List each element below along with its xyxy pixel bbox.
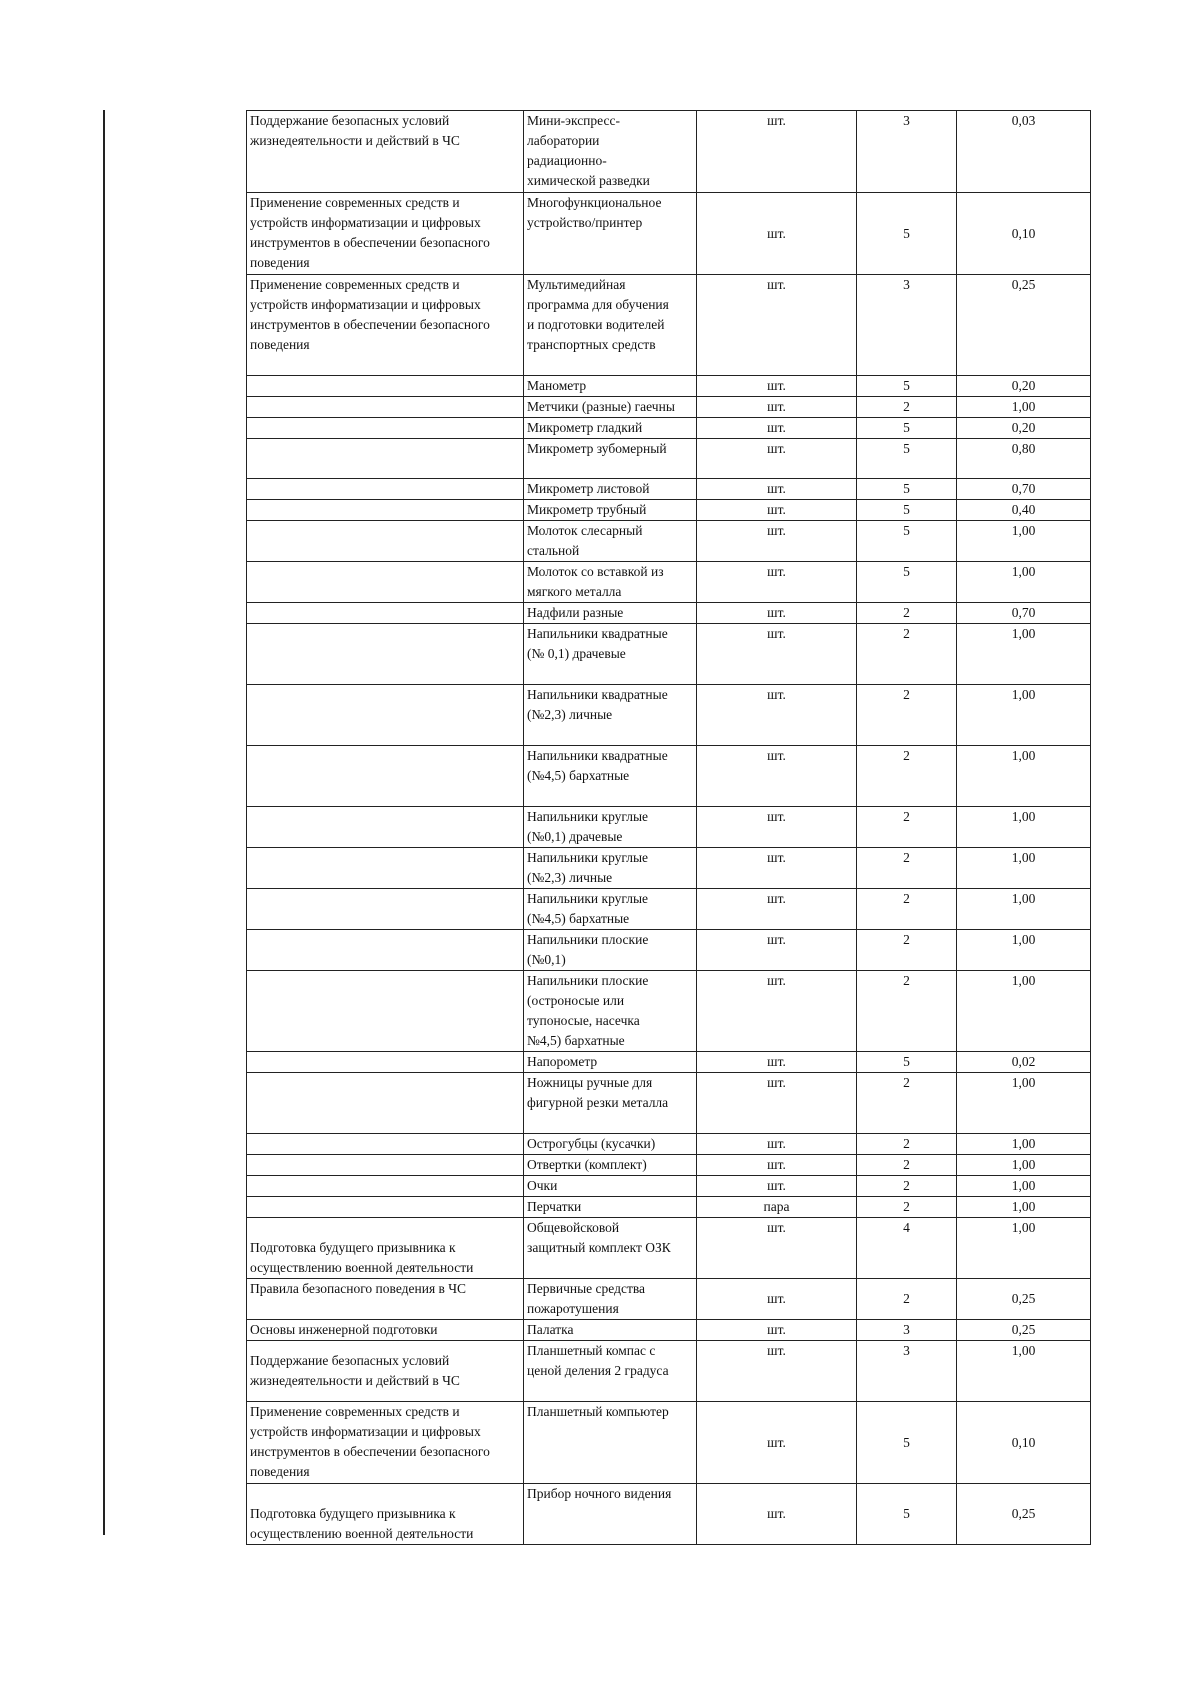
section-cell [247,746,524,807]
coefficient-cell: 1,00 [957,746,1091,807]
section-cell [247,376,524,397]
unit-cell: шт. [697,1073,857,1134]
unit-cell: шт. [697,971,857,1052]
section-cell [247,439,524,479]
table-row [247,1134,1091,1155]
unit-cell: шт. [697,807,857,848]
quantity-cell: 2 [857,1073,957,1134]
item-name-cell: Молоток со вставкой из мягкого металла [524,562,697,603]
coefficient-cell: 1,00 [957,562,1091,603]
table-row [247,930,1091,971]
table-row [247,500,1091,521]
coefficient-cell: 0,25 [957,1320,1091,1341]
section-cell: Применение современных средств и устройств информатизации и цифровых инструментов в обеспечении безопасного поведения [247,193,524,275]
table-row [247,848,1091,889]
coefficient-cell: 1,00 [957,889,1091,930]
section-cell: Правила безопасного поведения в ЧС [247,1279,524,1320]
item-name-cell: Мини-экспресс- лаборатории радиационно- химической разведки [524,111,697,193]
quantity-cell: 2 [857,930,957,971]
quantity-cell: 2 [857,603,957,624]
table-row [247,479,1091,500]
unit-cell: шт. [697,1341,857,1402]
equipment-table-body [247,111,1091,1545]
item-name-cell: Планшетный компьютер [524,1402,697,1484]
unit-cell: шт. [697,1402,857,1484]
section-cell [247,521,524,562]
section-cell [247,1155,524,1176]
item-name-cell: Манометр [524,376,697,397]
coefficient-cell: 0,25 [957,1279,1091,1320]
section-cell: Поддержание безопасных условий жизнедеятельности и действий в ЧС [247,1341,524,1402]
unit-cell: шт. [697,418,857,439]
quantity-cell: 5 [857,521,957,562]
unit-cell: шт. [697,111,857,193]
unit-cell: шт. [697,685,857,746]
item-name-cell: Острогубцы (кусачки) [524,1134,697,1155]
coefficient-cell: 0,25 [957,1484,1091,1545]
table-row [247,397,1091,418]
item-name-cell: Микрометр зубомерный [524,439,697,479]
table-row [247,807,1091,848]
item-name-cell: Напорометр [524,1052,697,1073]
item-name-cell: Микрометр листовой [524,479,697,500]
quantity-cell: 2 [857,397,957,418]
coefficient-cell: 1,00 [957,685,1091,746]
quantity-cell: 5 [857,376,957,397]
table-row [247,111,1091,193]
table-row [247,889,1091,930]
quantity-cell: 5 [857,439,957,479]
quantity-cell: 2 [857,624,957,685]
item-name-cell: Перчатки [524,1197,697,1218]
section-cell [247,418,524,439]
table-row [247,1320,1091,1341]
table-row [247,746,1091,807]
section-cell [247,1073,524,1134]
table-row [247,1155,1091,1176]
unit-cell: шт. [697,479,857,500]
item-name-cell: Надфили разные [524,603,697,624]
section-cell: Поддержание безопасных условий жизнедеятельности и действий в ЧС [247,111,524,193]
table-row [247,1218,1091,1279]
unit-cell: шт. [697,624,857,685]
section-cell [247,1197,524,1218]
table-row [247,376,1091,397]
item-name-cell: Напильники круглые (№4,5) бархатные [524,889,697,930]
coefficient-cell: 1,00 [957,1218,1091,1279]
quantity-cell: 2 [857,1134,957,1155]
unit-cell: шт. [697,603,857,624]
section-cell [247,807,524,848]
section-cell [247,1052,524,1073]
section-cell: Применение современных средств и устройств информатизации и цифровых инструментов в обеспечении безопасного поведения [247,275,524,376]
quantity-cell: 5 [857,193,957,275]
coefficient-cell: 0,25 [957,275,1091,376]
coefficient-cell: 1,00 [957,1155,1091,1176]
unit-cell: шт. [697,1176,857,1197]
table-row [247,1052,1091,1073]
item-name-cell: Общевойсковой защитный комплект ОЗК [524,1218,697,1279]
item-name-cell: Многофункциональное устройство/принтер [524,193,697,275]
unit-cell: пара [697,1197,857,1218]
table-row [247,1197,1091,1218]
quantity-cell: 2 [857,1197,957,1218]
table-row [247,1402,1091,1484]
coefficient-cell: 1,00 [957,521,1091,562]
item-name-cell: Напильники плоские (остроносые или тупоносые, насечка №4,5) бархатные [524,971,697,1052]
item-name-cell: Напильники плоские (№0,1) [524,930,697,971]
unit-cell: шт. [697,397,857,418]
quantity-cell: 2 [857,848,957,889]
coefficient-cell: 1,00 [957,1134,1091,1155]
quantity-cell: 2 [857,746,957,807]
unit-cell: шт. [697,889,857,930]
equipment-table [246,110,1091,1545]
table-row [247,1341,1091,1402]
coefficient-cell: 1,00 [957,848,1091,889]
section-cell [247,603,524,624]
item-name-cell: Напильники круглые (№2,3) личные [524,848,697,889]
table-row [247,624,1091,685]
coefficient-cell: 0,10 [957,1402,1091,1484]
quantity-cell: 3 [857,1341,957,1402]
coefficient-cell: 1,00 [957,930,1091,971]
quantity-cell: 2 [857,1279,957,1320]
item-name-cell: Напильники круглые (№0,1) драчевые [524,807,697,848]
section-cell [247,889,524,930]
unit-cell: шт. [697,439,857,479]
section-cell [247,971,524,1052]
quantity-cell: 5 [857,1484,957,1545]
item-name-cell: Мультимедийная программа для обучения и подготовки водителей транспортных средств [524,275,697,376]
item-name-cell: Палатка [524,1320,697,1341]
unit-cell: шт. [697,1320,857,1341]
unit-cell: шт. [697,1052,857,1073]
section-cell [247,562,524,603]
coefficient-cell: 0,20 [957,376,1091,397]
quantity-cell: 3 [857,1320,957,1341]
item-name-cell: Микрометр гладкий [524,418,697,439]
table-row [247,1279,1091,1320]
unit-cell: шт. [697,500,857,521]
coefficient-cell: 1,00 [957,807,1091,848]
unit-cell: шт. [697,1134,857,1155]
unit-cell: шт. [697,1155,857,1176]
table-row [247,685,1091,746]
item-name-cell: Напильники квадратные (№2,3) личные [524,685,697,746]
quantity-cell: 5 [857,1052,957,1073]
coefficient-cell: 1,00 [957,1341,1091,1402]
table-row [247,521,1091,562]
section-cell [247,685,524,746]
unit-cell: шт. [697,376,857,397]
unit-cell: шт. [697,275,857,376]
unit-cell: шт. [697,848,857,889]
quantity-cell: 5 [857,418,957,439]
coefficient-cell: 0,03 [957,111,1091,193]
table-row [247,603,1091,624]
unit-cell: шт. [697,193,857,275]
quantity-cell: 2 [857,807,957,848]
section-cell: Подготовка будущего призывника к осуществлению военной деятельности [247,1484,524,1545]
left-margin-rule [103,110,105,1535]
quantity-cell: 3 [857,275,957,376]
table-row [247,439,1091,479]
item-name-cell: Молоток слесарный стальной [524,521,697,562]
coefficient-cell: 1,00 [957,1197,1091,1218]
item-name-cell: Первичные средства пожаротушения [524,1279,697,1320]
item-name-cell: Планшетный компас с ценой деления 2 градуса [524,1341,697,1402]
quantity-cell: 4 [857,1218,957,1279]
coefficient-cell: 1,00 [957,397,1091,418]
table-row [247,1176,1091,1197]
coefficient-cell: 0,70 [957,603,1091,624]
quantity-cell: 5 [857,500,957,521]
quantity-cell: 5 [857,479,957,500]
unit-cell: шт. [697,1279,857,1320]
unit-cell: шт. [697,1484,857,1545]
coefficient-cell: 0,80 [957,439,1091,479]
quantity-cell: 5 [857,562,957,603]
section-cell [247,848,524,889]
section-cell: Подготовка будущего призывника к осуществлению военной деятельности [247,1218,524,1279]
quantity-cell: 2 [857,1176,957,1197]
section-cell: Основы инженерной подготовки [247,1320,524,1341]
coefficient-cell: 1,00 [957,971,1091,1052]
section-cell [247,930,524,971]
section-cell [247,479,524,500]
quantity-cell: 2 [857,971,957,1052]
coefficient-cell: 0,20 [957,418,1091,439]
item-name-cell: Очки [524,1176,697,1197]
item-name-cell: Прибор ночного видения [524,1484,697,1545]
table-row [247,1484,1091,1545]
item-name-cell: Микрометр трубный [524,500,697,521]
section-cell [247,1176,524,1197]
section-cell [247,397,524,418]
item-name-cell: Ножницы ручные для фигурной резки металла [524,1073,697,1134]
item-name-cell: Напильники квадратные (№4,5) бархатные [524,746,697,807]
coefficient-cell: 0,40 [957,500,1091,521]
quantity-cell: 3 [857,111,957,193]
section-cell [247,624,524,685]
quantity-cell: 2 [857,1155,957,1176]
item-name-cell: Отвертки (комплект) [524,1155,697,1176]
table-row [247,193,1091,275]
coefficient-cell: 0,10 [957,193,1091,275]
unit-cell: шт. [697,1218,857,1279]
unit-cell: шт. [697,746,857,807]
table-row [247,562,1091,603]
coefficient-cell: 0,70 [957,479,1091,500]
unit-cell: шт. [697,930,857,971]
coefficient-cell: 1,00 [957,1176,1091,1197]
quantity-cell: 2 [857,889,957,930]
coefficient-cell: 1,00 [957,624,1091,685]
table-row [247,275,1091,376]
item-name-cell: Напильники квадратные (№ 0,1) драчевые [524,624,697,685]
section-cell [247,500,524,521]
section-cell [247,1134,524,1155]
coefficient-cell: 0,02 [957,1052,1091,1073]
quantity-cell: 2 [857,685,957,746]
table-row [247,971,1091,1052]
unit-cell: шт. [697,562,857,603]
quantity-cell: 5 [857,1402,957,1484]
table-row [247,418,1091,439]
coefficient-cell: 1,00 [957,1073,1091,1134]
unit-cell: шт. [697,521,857,562]
section-cell: Применение современных средств и устройств информатизации и цифровых инструментов в обеспечении безопасного поведения [247,1402,524,1484]
item-name-cell: Метчики (разные) гаечны [524,397,697,418]
table-row [247,1073,1091,1134]
